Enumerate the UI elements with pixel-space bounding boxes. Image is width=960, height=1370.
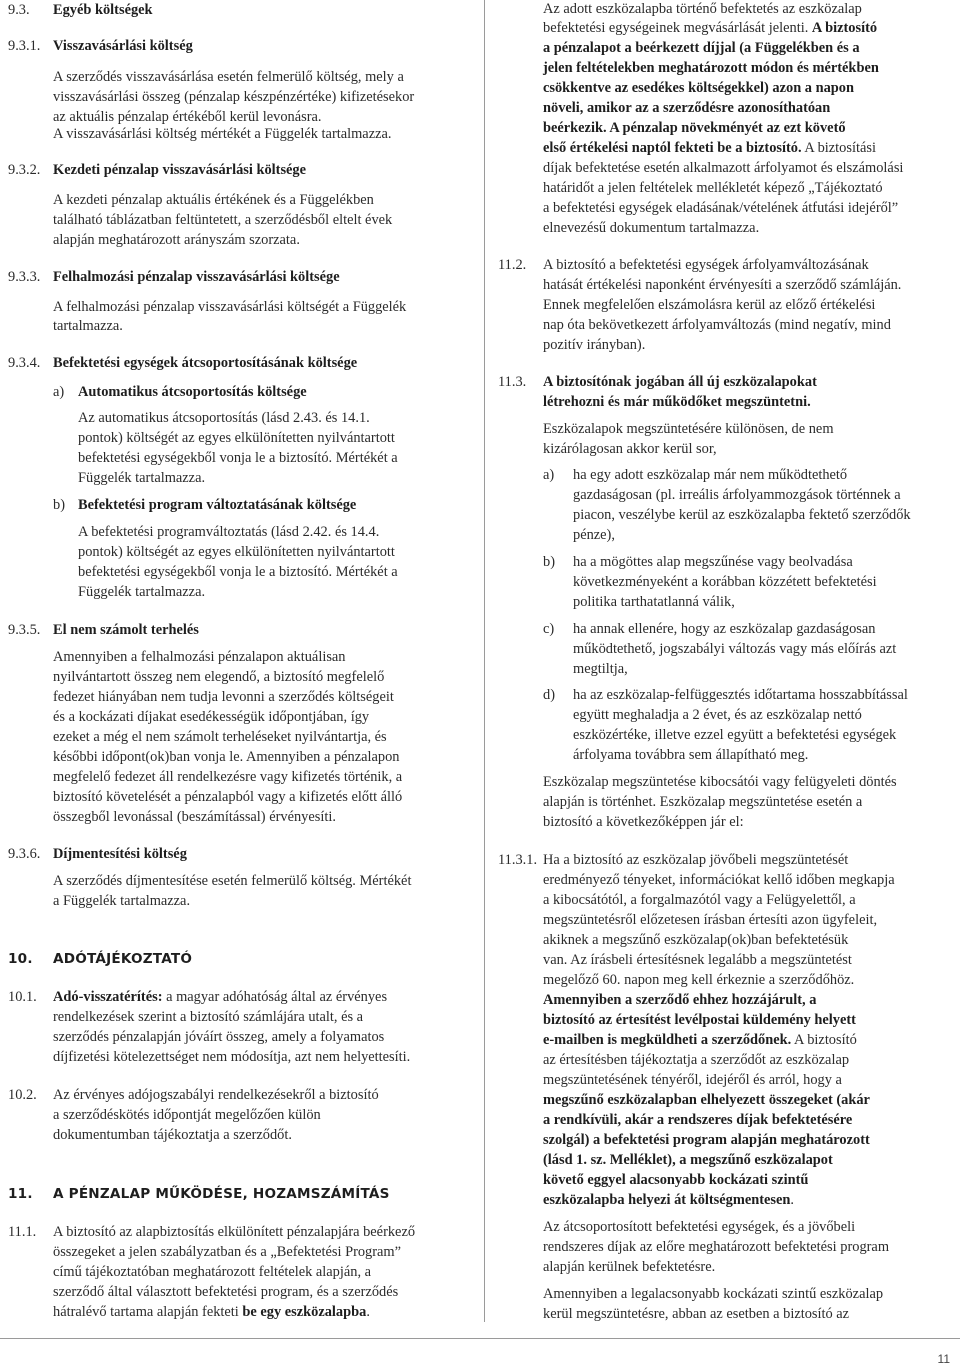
text-run: A felhalmozási pénzalap visszavásárlási költségét a Függelék xyxy=(53,299,407,315)
page-number: 11 xyxy=(937,1352,950,1366)
text-run: piacon, veszélybe kerül az eszközalapba fektető szerződők xyxy=(573,507,911,523)
right-text-line xyxy=(543,316,960,334)
text-run: alapján meghatározott arányszám szorzata. xyxy=(53,232,300,248)
text-run: d) xyxy=(543,687,555,703)
right-text-line xyxy=(543,276,960,294)
right-text-line xyxy=(543,991,960,1009)
text-run: . xyxy=(366,1304,370,1320)
right-text-line xyxy=(543,256,960,274)
text-run: ezeket a még el nem számolt terheléseket nyilvántartja, és xyxy=(53,729,387,745)
left-text-line xyxy=(53,892,463,910)
text-run: díjak befektetése esetén alkalmazott árfolyamot és elszámolási xyxy=(543,160,904,176)
text-run: eszközértéke, illetve ezzel együtt a befektetési egységek xyxy=(573,727,897,743)
right-text-line xyxy=(543,19,960,37)
text-run: A biztosító az alapbiztosítás elkülönített pénzalapjára beérkező xyxy=(53,1224,416,1240)
text-run: . xyxy=(790,1192,795,1208)
left-text-line xyxy=(78,523,463,541)
bold-text: jelen feltételekben meghatározott módon és mértékben xyxy=(543,60,879,76)
text-run: 9.3.2. xyxy=(8,162,41,178)
right-text-line xyxy=(573,553,960,571)
bold-text: A biztosító xyxy=(811,20,878,36)
text-run: Az érvényes adójogszabályi rendelkezésekről a biztosító xyxy=(53,1087,379,1103)
left-text-line xyxy=(53,872,463,890)
text-run: kizárólagosan akkor kerül sor, xyxy=(543,441,717,457)
text-run: a) xyxy=(53,384,65,400)
bold-text: Adó-visszatérítés: xyxy=(53,989,163,1005)
bold-text: Automatikus átcsoportosítás költsége xyxy=(78,384,307,400)
left-text-line xyxy=(53,268,463,286)
text-run: 11.2. xyxy=(498,257,527,273)
text-run: 11.1. xyxy=(8,1224,37,1240)
left-text-line xyxy=(53,231,463,249)
text-run: pontok) költségét az egyes elkülönítetten nyilvántartott xyxy=(78,430,395,446)
text-run: nap óta bekövetkezett árfolyamváltozás (mind negatív, mind xyxy=(543,317,891,333)
text-run: Az automatikus átcsoportosítás (lásd 2.43. és 14.1. xyxy=(78,410,370,426)
text-run: elnevezésű dokumentum tartalmazza. xyxy=(543,220,760,236)
text-run: A szerződés díjmentesítése esetén felmerülő költség. Mértékét xyxy=(53,873,412,889)
right-text-line xyxy=(543,79,960,97)
right-text-line xyxy=(543,1238,960,1256)
right-text-line xyxy=(543,59,960,77)
text-run: kerül megszüntetésre, abban az esetben a biztosító az xyxy=(543,1306,850,1322)
right-text-line xyxy=(543,139,960,157)
text-run: hátralévő tartama alapján fekteti xyxy=(53,1304,243,1320)
right-text-line xyxy=(543,1171,960,1189)
right-text-line xyxy=(543,119,960,137)
text-run: A visszavásárlási költség mértékét a Függelék tartalmazza. xyxy=(53,126,392,142)
text-run: A kezdeti pénzalap aktuális értékének és a Függelékben xyxy=(53,192,374,208)
right-text-line xyxy=(543,1111,960,1129)
footer-rule xyxy=(0,1338,960,1339)
bold-text: e-mailben is megküldheti a szerződőnek. xyxy=(543,1032,792,1048)
right-text-line xyxy=(543,373,960,391)
bold-text: a pénzalapot a beérkezett díjjal (a Függelékben és a xyxy=(543,40,860,56)
right-text-line xyxy=(543,219,960,237)
right-text-line xyxy=(543,1305,960,1323)
text-run: Függelék tartalmazza. xyxy=(78,584,206,600)
left-text-line xyxy=(53,950,463,968)
text-run: összegeket a jelen szabályzatban és a „Befektetési Program” xyxy=(53,1244,402,1260)
left-text-line xyxy=(53,1086,463,1104)
text-run: Eszközalap megszüntetése kibocsátói vagy felügyeleti döntés xyxy=(543,774,897,790)
text-run: visszavásárlási összeg (pénzalap készpénzértéke) kifizetésekor xyxy=(53,89,415,105)
right-text-line xyxy=(543,891,960,909)
right-text-line xyxy=(543,393,960,411)
bold-text: Egyéb költségek xyxy=(53,2,153,18)
right-text-line xyxy=(543,1151,960,1169)
right-text-line xyxy=(543,871,960,889)
left-text-line xyxy=(53,125,463,143)
left-text-line xyxy=(53,37,463,55)
text-run: 9.3.1. xyxy=(8,38,41,54)
right-text-line xyxy=(543,1051,960,1069)
text-run: későbbi időpont(ok)ban vonja le. Amennyiben a pénzalapon xyxy=(53,749,400,765)
bold-text: (lásd 1. sz. Melléklet), a megszűnő eszközalapot xyxy=(543,1152,833,1168)
left-text-line xyxy=(78,409,463,427)
bold-text: növeli, amikor az a szerződésre azonosíthatóan xyxy=(543,100,831,116)
text-run: van. Az írásbeli értesítésnek legalább a megszüntetést xyxy=(543,952,852,968)
text-run: a befektetési egységek eladásának/vételének átfutási idejéről” xyxy=(543,200,899,216)
left-text-line xyxy=(78,563,463,581)
text-run: összegből levonással (beszámítással) érvényesíti. xyxy=(53,809,336,825)
text-run: pénze), xyxy=(573,527,615,543)
text-run: megtiltja, xyxy=(573,661,628,677)
text-run: ha az eszközalap-felfüggesztés időtartama hosszabbítással xyxy=(573,687,908,703)
left-text-line xyxy=(53,68,463,86)
bold-text: Kezdeti pénzalap visszavásárlási költsége xyxy=(53,162,307,178)
right-text-line xyxy=(543,1091,960,1109)
left-text-line xyxy=(78,583,463,601)
text-run: Az átcsoportosított befektetési egységek, és a jövőbeli xyxy=(543,1219,856,1235)
right-text-line xyxy=(573,746,960,764)
right-text-line xyxy=(573,706,960,724)
left-text-line xyxy=(53,1263,463,1281)
right-text-line xyxy=(543,951,960,969)
text-run: Függelék tartalmazza. xyxy=(78,470,206,486)
left-text-line xyxy=(53,668,463,686)
left-text-line xyxy=(53,191,463,209)
text-run: fedezet hiányában nem tudja levonni a szerződés költségeit xyxy=(53,689,394,705)
right-text-line xyxy=(543,0,960,18)
left-text-line xyxy=(78,496,463,514)
text-run: befektetési egységekből vonja le a biztosító. Mértékét a xyxy=(78,450,398,466)
text-run: Ha a biztosító az eszközalap jövőbeli megszüntetését xyxy=(543,852,849,868)
text-run: határidőt a jelen feltételek mellékletét képező „Tájékoztató xyxy=(543,180,883,196)
text-run: 10.1. xyxy=(8,989,37,1005)
right-text-line xyxy=(573,726,960,744)
text-run: 9.3. xyxy=(8,2,30,18)
text-run: pozitív irányban). xyxy=(543,337,646,353)
left-text-line xyxy=(53,1,463,19)
left-text-line xyxy=(53,988,463,1006)
bold-text: szolgál) a befektetési program alapján meghatározott xyxy=(543,1132,870,1148)
text-run: a kibocsátótól, a forgalmazótól vagy a Felügyelettől, a xyxy=(543,892,856,908)
right-text-line xyxy=(543,931,960,949)
left-text-line xyxy=(53,808,463,826)
right-text-line xyxy=(543,179,960,197)
text-run: Az adott eszközalapba történő befektetés az eszközalap xyxy=(543,1,862,17)
right-text-line xyxy=(573,660,960,678)
text-run: b) xyxy=(53,497,65,513)
text-run: 9.3.5. xyxy=(8,622,41,638)
text-run: c) xyxy=(543,621,555,637)
right-text-line xyxy=(543,911,960,929)
text-run: ha a mögöttes alap megszűnése vagy beolvadása xyxy=(573,554,853,570)
text-run: Ennek megfelelően elszámolásra kerül az előző értékelési xyxy=(543,297,876,313)
right-text-line xyxy=(543,813,960,831)
left-text-line xyxy=(78,469,463,487)
text-run: rendszeres díjak az előre meghatározott befektetési program xyxy=(543,1239,890,1255)
text-run: A PÉNZALAP MŰKÖDÉSE, HOZAMSZÁMÍTÁS xyxy=(53,1186,390,1202)
left-text-line xyxy=(53,1185,463,1203)
right-text-line xyxy=(573,686,960,704)
bold-text: létrehozni és már működőket megszüntetni. xyxy=(543,394,811,410)
right-text-line xyxy=(543,336,960,354)
right-text-line xyxy=(543,1071,960,1089)
text-run: 11. xyxy=(8,1186,33,1202)
text-run: tartalmazza. xyxy=(53,318,123,334)
text-run: 10.2. xyxy=(8,1087,37,1103)
left-text-line xyxy=(53,1048,463,1066)
right-text-line xyxy=(543,1191,960,1209)
left-text-line xyxy=(53,648,463,666)
bold-text: A biztosítónak jogában áll új eszközalapokat xyxy=(543,374,817,390)
left-text-line xyxy=(78,429,463,447)
left-text-line xyxy=(53,1303,463,1321)
right-text-line xyxy=(573,573,960,591)
text-run: árfolyama továbbra sem állapítható meg. xyxy=(573,747,809,763)
text-run: együtt meghaladja a 2 évet, és az eszközalap nettó xyxy=(573,707,862,723)
text-run: befektetési egységeinek megvásárlását jelenti. xyxy=(543,20,812,36)
text-run: az értesítésben tájékoztatja a szerződőt az eszközalap xyxy=(543,1052,850,1068)
bold-text: Befektetési program változtatásának költsége xyxy=(78,497,357,513)
bold-text: beérkezik. A pénzalap növekményét az ezt követő xyxy=(543,120,846,136)
left-text-line xyxy=(53,845,463,863)
left-text-line xyxy=(53,317,463,335)
text-run: b) xyxy=(543,554,555,570)
column-divider xyxy=(484,0,485,1322)
left-text-line xyxy=(53,1008,463,1026)
right-text-line xyxy=(543,99,960,117)
text-run: díjfizetési kötelezettséget nem módosítja, azt nem helyettesíti. xyxy=(53,1049,411,1065)
left-text-line xyxy=(53,88,463,106)
right-text-line xyxy=(543,420,960,438)
text-run: rendelkezések szerint a biztosító számlájára utalt, és a xyxy=(53,1009,364,1025)
text-run: biztosító követelését a pénzalapból vagy a kifizetés előtt álló xyxy=(53,789,403,805)
text-run: gazdaságosan (pl. irreális árfolyammozgások történnek a xyxy=(573,487,901,503)
text-run: eredményező tényeket, információkat kellő időben megkapja xyxy=(543,872,895,888)
text-run: befektetési egységekből vonja le a biztosító. Mértékét a xyxy=(78,564,398,580)
text-run: megszüntetésének tényéről, idejéről és arról, hogy a xyxy=(543,1072,842,1088)
text-run: hatását értékelési naponként érvényesíti a szerződő számláján. xyxy=(543,277,902,293)
text-run: című tájékoztatóban meghatározott feltételek alapján, a xyxy=(53,1264,372,1280)
text-run: 9.3.6. xyxy=(8,846,41,862)
bold-text: a rendkívüli, akár a rendszeres díjak befektetésére xyxy=(543,1112,853,1128)
text-run: Eszközalapok megszüntetésére különösen, de nem xyxy=(543,421,834,437)
text-run: 11.3.1. xyxy=(498,852,538,868)
left-text-line xyxy=(53,1028,463,1046)
bold-text: első értékelési naptól fekteti be a biztosító. xyxy=(543,140,802,156)
bold-text: Felhalmozási pénzalap visszavásárlási költsége xyxy=(53,269,340,285)
text-run: ADÓTÁJÉKOZTATÓ xyxy=(53,951,193,967)
text-run: 9.3.3. xyxy=(8,269,41,285)
text-run: alapján is történhet. Eszközalap megszüntetése esetén a xyxy=(543,794,863,810)
left-text-line xyxy=(78,543,463,561)
left-text-line xyxy=(53,298,463,316)
text-run: az aktuális pénzalap értékéből kerül levonásra. xyxy=(53,109,322,125)
bold-text: be egy eszközalapba xyxy=(242,1304,367,1320)
text-run: A befektetési programváltoztatás (lásd 2.42. és 14.4. xyxy=(78,524,380,540)
text-run: működtethető, jogszabályi változás vagy más előírás azt xyxy=(573,641,897,657)
text-run: található táblázatban feltüntetett, a szerződésből eltelt évek xyxy=(53,212,393,228)
right-text-line xyxy=(543,199,960,217)
text-run: A szerződés visszavásárlása esetén felmerülő költség, mely a xyxy=(53,69,404,85)
text-run: megszüntetésről előzetesen írásban értesíti azon ügyfeleit, xyxy=(543,912,878,928)
bold-text: Amennyiben a szerződő ehhez hozzájárult, a xyxy=(543,992,817,1008)
text-run: szerződő által választott befektetési program, és a szerződés xyxy=(53,1284,399,1300)
text-run: dokumentumban tájékoztatja a szerződőt. xyxy=(53,1127,292,1143)
left-text-line xyxy=(53,1126,463,1144)
text-run: alapján kerülnek befektetésre. xyxy=(543,1259,716,1275)
left-text-line xyxy=(53,688,463,706)
right-text-line xyxy=(543,1218,960,1236)
text-run: és a kockázati díjakat esedékességük időpontjában, így xyxy=(53,709,370,725)
text-run: megelőző 60. napon meg kell érkeznie a szerződőhöz. xyxy=(543,972,855,988)
text-run: 11.3. xyxy=(498,374,527,390)
bold-text: eszközalapba helyezi át költségmentesen xyxy=(543,1192,791,1208)
right-text-line xyxy=(543,851,960,869)
right-text-line xyxy=(573,620,960,638)
text-run: Amennyiben a legalacsonyabb kockázati szintű eszközalap xyxy=(543,1286,884,1302)
right-text-line xyxy=(573,593,960,611)
left-text-line xyxy=(53,1106,463,1124)
left-text-line xyxy=(53,1223,463,1241)
left-text-line xyxy=(53,748,463,766)
right-text-line xyxy=(543,773,960,791)
text-run: Amennyiben a felhalmozási pénzalapon aktuálisan xyxy=(53,649,346,665)
text-run: a szerződéskötés időpontját megelőzően külön xyxy=(53,1107,321,1123)
right-text-line xyxy=(543,793,960,811)
left-text-line xyxy=(53,788,463,806)
text-run: 9.3.4. xyxy=(8,355,41,371)
left-text-line xyxy=(53,108,463,126)
right-text-line xyxy=(543,971,960,989)
left-text-line xyxy=(53,1283,463,1301)
right-text-line xyxy=(573,486,960,504)
right-text-line xyxy=(573,466,960,484)
left-text-line xyxy=(53,1243,463,1261)
text-run: politika tarthatatlanná válik, xyxy=(573,594,735,610)
text-run: a) xyxy=(543,467,555,483)
text-run: következményeként a korábban közzétett befektetési xyxy=(573,574,877,590)
bold-text: biztosító az értesítést levélpostai küldemény helyett xyxy=(543,1012,856,1028)
right-text-line xyxy=(543,159,960,177)
text-run: A biztosító xyxy=(791,1032,857,1048)
right-text-line xyxy=(573,526,960,544)
text-run: pontok) költségét az egyes elkülönítetten nyilvántartott xyxy=(78,544,395,560)
left-text-line xyxy=(53,768,463,786)
right-text-line xyxy=(543,1011,960,1029)
right-text-line xyxy=(543,39,960,57)
text-run: A biztosítási xyxy=(801,140,876,156)
text-run: nyilvántartott összeg nem elegendő, a biztosító megfelelő xyxy=(53,669,385,685)
right-text-line xyxy=(573,506,960,524)
text-run: megfelelő fedezet áll rendelkezésre vagy kifizetés történik, a xyxy=(53,769,403,785)
right-text-line xyxy=(543,440,960,458)
left-text-line xyxy=(53,211,463,229)
left-text-line xyxy=(53,354,463,372)
left-text-line xyxy=(53,621,463,639)
right-text-line xyxy=(543,1131,960,1149)
left-text-line xyxy=(53,708,463,726)
bold-text: Befektetési egységek átcsoportosításának költsége xyxy=(53,355,358,371)
text-run: ha annak ellenére, hogy az eszközalap gazdaságosan xyxy=(573,621,876,637)
right-text-line xyxy=(543,1258,960,1276)
left-text-line xyxy=(53,728,463,746)
left-text-line xyxy=(78,449,463,467)
right-text-line xyxy=(573,640,960,658)
bold-text: csökkentve az esedékes költségekkel) azon a napon xyxy=(543,80,855,96)
right-text-line xyxy=(543,1031,960,1049)
bold-text: megszűnő eszközalapban elhelyezett összegeket (akár xyxy=(543,1092,870,1108)
bold-text: Díjmentesítési költség xyxy=(53,846,187,862)
text-run: akiknek a megszűnő eszközalap(ok)ban befektetésük xyxy=(543,932,849,948)
text-run: szerződés pénzalapján jóváírt összeg, amely a folyamatos xyxy=(53,1029,385,1045)
left-text-line xyxy=(78,383,463,401)
right-text-line xyxy=(543,296,960,314)
bold-text: Visszavásárlási költség xyxy=(53,38,193,54)
text-run: 10. xyxy=(8,951,33,967)
text-run: biztosító a következőképpen jár el: xyxy=(543,814,744,830)
text-run: ha egy adott eszközalap már nem működtethető xyxy=(573,467,848,483)
left-text-line xyxy=(53,161,463,179)
text-run: a magyar adóhatóság által az érvényes xyxy=(162,989,388,1005)
text-run: A biztosító a befektetési egységek árfolyamváltozásának xyxy=(543,257,869,273)
bold-text: követő eggyel alacsonyabb kockázati szintű xyxy=(543,1172,809,1188)
text-run: a Függelék tartalmazza. xyxy=(53,893,191,909)
bold-text: El nem számolt terhelés xyxy=(53,622,199,638)
right-text-line xyxy=(543,1285,960,1303)
